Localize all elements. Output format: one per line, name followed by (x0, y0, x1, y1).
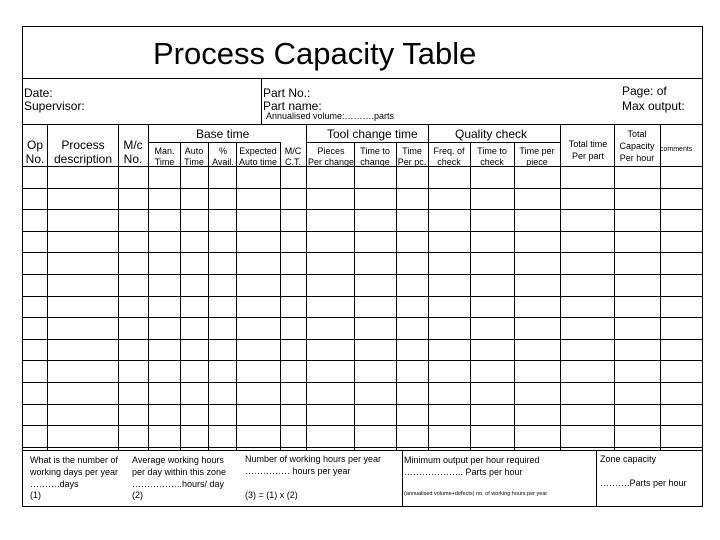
col-process-description: Process description (53, 138, 113, 166)
grid-column-line (560, 124, 561, 450)
col-mc-ct: M/C C.T. (284, 146, 302, 167)
grid-column-line (614, 124, 615, 450)
tool-change-underline (306, 142, 428, 143)
header-divider (22, 124, 703, 125)
group-separator-line (306, 124, 307, 142)
col-expected-auto-time: Expected Auto time (238, 146, 278, 167)
col-time-to-change: Time to change (360, 146, 390, 167)
part-no-label: Part No.: (263, 86, 311, 100)
col-pct-avail: % Avail. (212, 146, 234, 167)
quality-check-underline (428, 142, 560, 143)
group-base-time: Base time (196, 127, 250, 141)
group-separator-line (428, 124, 429, 142)
col-total-time-per-part: Total time Per part (568, 139, 608, 161)
footer-working-days: What is the number of working days per year ……….days (1) (30, 455, 119, 501)
footer-min-output-1: Minimum output per hour required (404, 455, 540, 465)
form-frame (22, 26, 703, 507)
table-row-line (22, 231, 703, 232)
table-bottom-line (22, 450, 703, 451)
table-row-line (22, 317, 703, 318)
group-tool-change: Tool change time (327, 127, 418, 141)
footer-divider-2 (596, 450, 597, 507)
grid-column-line (660, 124, 661, 450)
table-row-line (22, 425, 703, 426)
footer-min-output-2: ……………….. Parts per hour (404, 467, 523, 477)
col-total-capacity-per-hour: Total Capacity Per hour (619, 129, 655, 163)
col-auto-time: Auto Time (184, 146, 204, 167)
table-row-line (22, 209, 703, 210)
date-label: Date: (24, 86, 53, 100)
table-row-line (22, 360, 703, 361)
table-row-line (22, 339, 703, 340)
table-row-line (22, 188, 703, 189)
grid-column-line (148, 124, 149, 450)
col-mc-no: M/c No. (123, 138, 143, 166)
table-row-line (22, 274, 703, 275)
max-output-label: Max output: (622, 99, 685, 113)
footer-divider-1 (402, 450, 403, 507)
footer-zone-capacity: Zone capacity (600, 454, 657, 464)
part-name-label: Part name: (263, 99, 322, 113)
footer-min-output-formula: (annualised volume+defects) no. of working hours per year (404, 491, 548, 497)
table-row-line (22, 447, 703, 448)
footer-hours-per-year-formula: (3) = (1) x (2) (245, 490, 298, 500)
table-row-line (22, 166, 703, 167)
title-divider (22, 78, 703, 79)
col-pieces-per-change: Pieces Per change (307, 146, 355, 167)
footer-hours-per-year-1: Number of working hours per year (245, 454, 382, 464)
col-time-to-check: Time to check (477, 146, 507, 167)
footer-zone-capacity-value: ……….Parts per hour (600, 478, 687, 488)
col-freq-of-check: Freq. of check (433, 146, 465, 167)
grid-column-line (47, 124, 48, 450)
footer-working-hours: Average working hours per day within this zone ……………..hours/ day (2) (132, 455, 227, 501)
col-time-per-piece: Time per piece (519, 146, 555, 167)
table-row-line (22, 296, 703, 297)
table-row-line (22, 404, 703, 405)
col-op-no: Op No. (25, 138, 45, 166)
col-time-per-pc: Time Per pc. (397, 146, 427, 167)
annual-volume-label: Annualised volume:……….parts (266, 111, 395, 121)
col-comments: comments (660, 146, 693, 153)
table-row-line (22, 252, 703, 253)
base-time-underline (148, 142, 280, 143)
header-split-line (261, 78, 262, 124)
supervisor-label: Supervisor: (24, 99, 85, 113)
page-title: Process Capacity Table (153, 36, 477, 71)
col-man-time: Man. Time (154, 146, 175, 167)
grid-column-line (118, 124, 119, 450)
group-quality-check: Quality check (455, 127, 528, 141)
page-label: Page: of (622, 84, 667, 98)
footer-hours-per-year-2: …………… hours per year (245, 466, 351, 476)
table-row-line (22, 382, 703, 383)
